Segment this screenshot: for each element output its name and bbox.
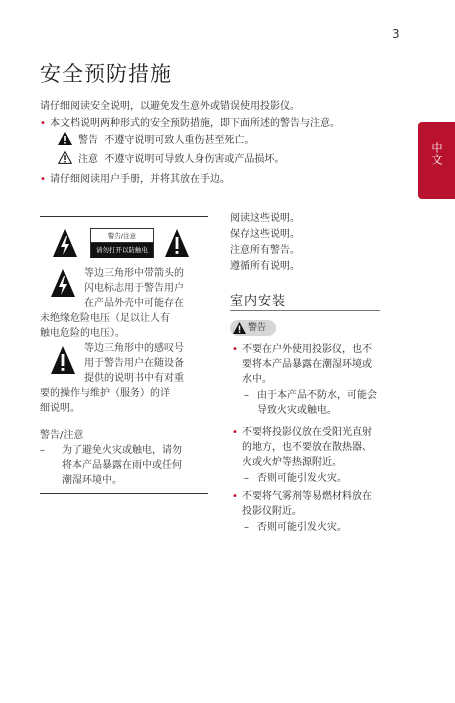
box-dash-text-3: 潮湿环境中。: [62, 475, 122, 486]
warning-icon: [233, 322, 246, 334]
bullet-marker: •: [232, 427, 238, 438]
lightning-triangle-icon: [50, 268, 76, 298]
exclamation-desc-3: 提供的说明书中有对重: [84, 373, 184, 384]
caution-label: 注意: [78, 154, 98, 165]
caution-text: 不遵守说明可导致人身伤害或产品损坏。: [104, 154, 285, 165]
caution-icon: [58, 151, 72, 164]
bullet-outdoor-l3: 水中。: [242, 374, 272, 385]
section-divider: [230, 310, 380, 311]
exclamation-desc-5: 细说明。: [40, 403, 80, 414]
warning-label: 警告: [78, 135, 98, 146]
dash-marker: –: [244, 390, 249, 401]
bullet-sunlight: [232, 425, 412, 470]
caution-definition: [58, 150, 284, 165]
bullet-sunlight-l2: 的地方，也不要放在散热器、: [242, 442, 372, 453]
exclamation-triangle-icon: [50, 345, 76, 375]
lightning-desc-1: 等边三角形中带箭头的: [84, 268, 184, 279]
instruction-read: 阅读这些说明。: [230, 213, 300, 224]
intro-bullet-1: [40, 114, 340, 129]
dash-sunlight-text: 否则可能引发火灾。: [257, 473, 347, 484]
exclamation-triangle-icon: [164, 228, 190, 258]
warning-badge-label: 警告: [248, 323, 267, 333]
bullet-marker: •: [40, 118, 46, 129]
bullet-aerosol: [232, 489, 412, 519]
bullet-outdoor-l1: 不要在户外使用投影仪，也不: [242, 344, 372, 355]
warning-label-panel: [90, 228, 154, 258]
lightning-triangle-icon: [52, 228, 78, 258]
lightning-desc-4: 未绝缘危险电压（足以让人有: [40, 313, 170, 324]
bullet-aerosol-l2: 投影仪附近。: [242, 506, 302, 517]
bullet-marker: •: [40, 174, 46, 185]
warning-badge: [230, 320, 276, 336]
box-dash-marker: –: [40, 445, 45, 456]
warning-text: 不遵守说明可致人重伤甚至死亡。: [104, 135, 255, 146]
box-warning-heading: 警告/注意: [40, 430, 84, 441]
lightning-desc-5: 触电危险的电压）。: [40, 328, 125, 339]
dash-sunlight: [244, 471, 427, 486]
instruction-heed: 注意所有警告。: [230, 245, 300, 256]
bullet-sunlight-l3: 火或火炉等热源附近。: [242, 457, 342, 468]
bullet-outdoor-l2: 要将本产品暴露在潮湿环境或: [242, 359, 372, 370]
lightning-desc-3: 在产品外壳中可能存在: [84, 298, 184, 309]
language-tab[interactable]: [418, 122, 455, 199]
dash-outdoor-l2: 导致火灾或触电。: [257, 405, 337, 416]
intro-text: 请仔细阅读安全说明，以避免发生意外或错误使用投影仪。: [40, 101, 300, 112]
label-panel-top: 警告/注意: [91, 229, 153, 243]
exclamation-desc-4: 要的操作与维护（服务）的详: [40, 388, 170, 399]
box-dash-text-2: 将本产品暴露在雨中或任何: [62, 460, 182, 471]
bullet-marker: •: [232, 344, 238, 355]
bullet-aerosol-l1: 不要将气雾剂等易燃材料放在: [242, 491, 372, 502]
warning-icon: [58, 132, 72, 145]
intro-bullet-2: [40, 170, 230, 185]
dash-marker: –: [244, 473, 249, 484]
dash-aerosol-text: 否则可能引发火灾。: [257, 522, 347, 533]
dash-aerosol: [244, 520, 427, 535]
bullet-sunlight-l1: 不要将投影仪放在受阳光直射: [242, 427, 372, 438]
lightning-desc-2: 闪电标志用于警告用户: [84, 283, 184, 294]
bullet-marker: •: [232, 491, 238, 502]
label-panel-bottom: 请勿打开以防触电: [91, 243, 153, 258]
language-tab-label: 中文: [430, 142, 443, 166]
intro-bullet-1-text: 本文档说明两种形式的安全预防措施，即下面所述的警告与注意。: [50, 118, 340, 129]
bullet-outdoor: [232, 342, 412, 387]
page-title: 安全预防措施: [40, 62, 172, 86]
exclamation-desc-1: 等边三角形中的感叹号: [84, 343, 184, 354]
intro-bullet-2-text: 请仔细阅读用户手册，并将其放在手边。: [50, 174, 230, 185]
instruction-keep: 保存这些说明。: [230, 229, 300, 240]
instruction-follow: 遵循所有说明。: [230, 261, 300, 272]
dash-outdoor: [244, 388, 427, 418]
page-number: 3: [392, 27, 400, 41]
warning-definition: [58, 131, 254, 146]
section-title: 室内安装: [230, 294, 287, 309]
box-dash-text-1: 为了避免火灾或触电，请勿: [62, 445, 182, 456]
dash-outdoor-l1: 由于本产品不防水，可能会: [257, 390, 377, 401]
exclamation-desc-2: 用于警告用户在随设备: [84, 358, 184, 369]
dash-marker: –: [244, 522, 249, 533]
